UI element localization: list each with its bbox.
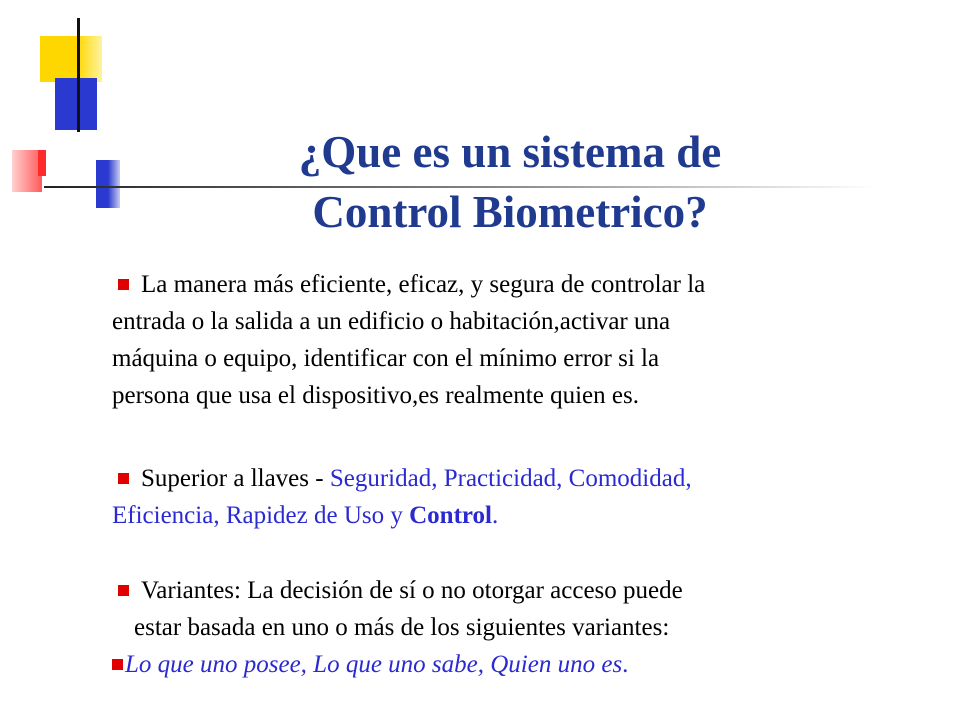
deco-yellow-square [40, 36, 102, 82]
title-line-1: ¿Que es un sistema de [298, 127, 722, 177]
deco-red-square-solid [38, 150, 46, 176]
title-line-2: Control Biometrico? [312, 187, 708, 237]
bullet-square-icon [118, 473, 129, 484]
slide-title [180, 122, 840, 242]
bullet-definition: La manera más eficiente, eficaz, y segura de controlar la entrada o la salida a un edificio o habitación,activar una máquina o equipo, identificar con el mínimo error si la persona que usa el dispositivo,es realmente quien es. [112, 271, 706, 409]
deco-blue-square [55, 78, 97, 130]
deco-vertical-line [77, 18, 80, 132]
bullet-variants: Variantes: La decisión de sí o no otorgar acceso puede estar basada en uno o más de los siguientes variantes: [112, 572, 912, 646]
bullet-square-icon [118, 585, 129, 596]
bullet-square-icon [112, 659, 123, 670]
deco-blue-small [96, 160, 120, 208]
bullet-variant-list: Lo que uno posee, Lo que uno sabe, Quien uno es. [112, 646, 912, 683]
bullet-square-icon [118, 279, 129, 290]
bullet-advantages: Superior a llaves - Seguridad, Practicidad, Comodidad, Eficiencia, Rapidez de Uso y Control. [112, 465, 692, 529]
